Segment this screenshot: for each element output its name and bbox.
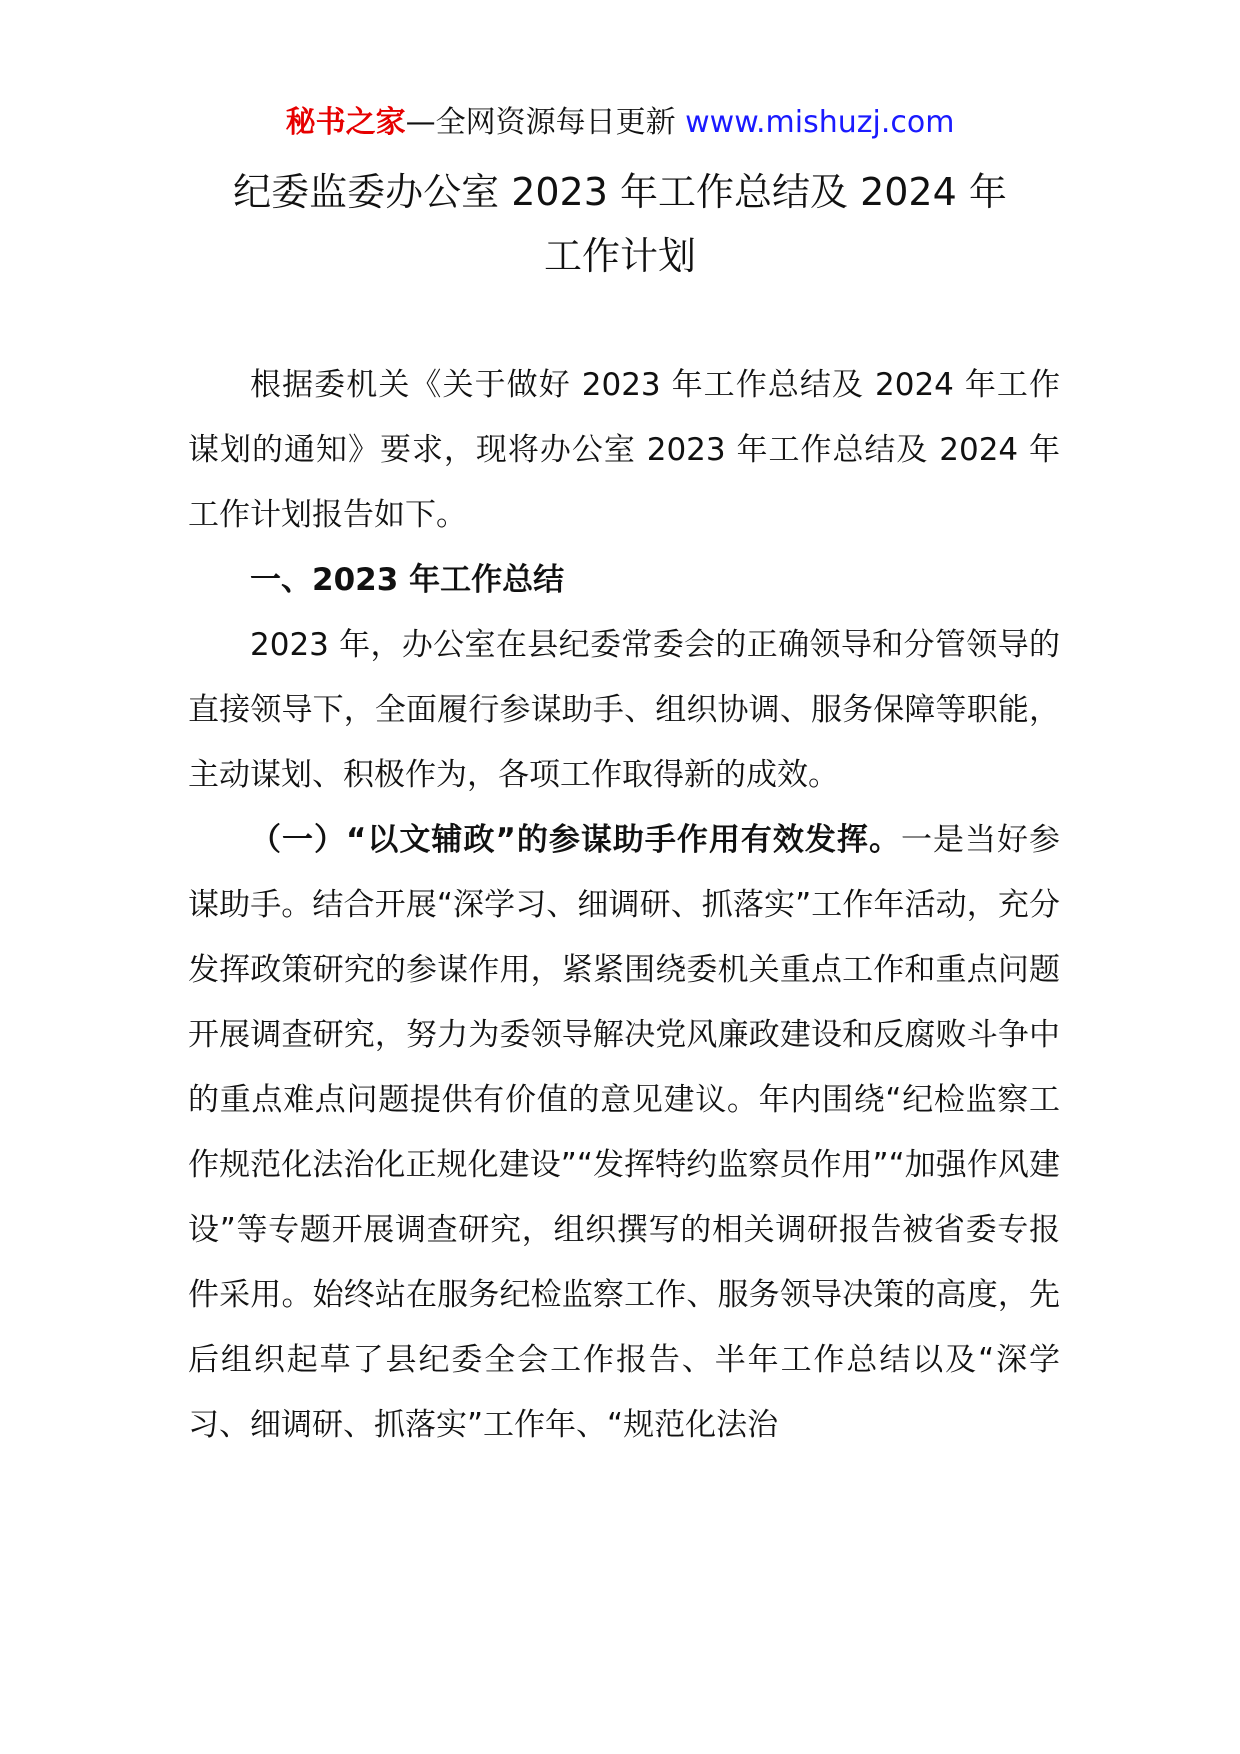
intro-paragraph: 根据委机关《关于做好 2023 年工作总结及 2024 年工作谋划的通知》要求，现将办公室 2023 年工作总结及 2024 年工作计划报告如下。 [188, 367, 1060, 533]
document-body [188, 353, 1060, 1458]
item-body-1: 一是当好参谋助手。结合开展“深学习、细调研、抓落实”工作年活动，充分发挥政策研究的参谋作用，紧紧围绕委机关重点工作和重点问题开展调查研究，努力为委领导解决党风廉政建设和反腐败斗争中的重点难点问题提供有价值的意见建议。年内围绕“纪检监察工作规范化法治化正规化建设”“发挥特约监察员作用”“加强作风建设”等专题开展调查研究，组织撰写的相关调研报告被省委专报件采用。始终站在服务纪检监察工作、服务领导决策的高度，先后组织起草了县纪委全会工作报告、半年工作总结以及“深学习、细调研、抓落实”工作年、“规范化法治 [188, 822, 1061, 1443]
header-tagline: —全网资源每日更新 [405, 105, 676, 140]
title-line-1: 纪委监委办公室 2023 年工作总结及 2024 年 [233, 170, 1007, 214]
site-header [0, 100, 1240, 146]
document-title [150, 160, 1090, 288]
site-url-link[interactable]: www.mishuzj.com [685, 105, 955, 140]
title-line-2: 工作计划 [543, 234, 696, 278]
summary-paragraph: 2023 年，办公室在县纪委常委会的正确领导和分管领导的直接领导下，全面履行参谋助手、组织协调、服务保障等职能，主动谋划、积极作为，各项工作取得新的成效。 [188, 627, 1060, 793]
brand-name: 秘书之家 [285, 105, 406, 140]
section-heading-summary: 一、2023 年工作总结 [250, 562, 565, 598]
item-paragraph-1 [188, 808, 1060, 1458]
item-heading-1: （一）“以文辅政”的参谋助手作用有效发挥。 [250, 822, 901, 858]
